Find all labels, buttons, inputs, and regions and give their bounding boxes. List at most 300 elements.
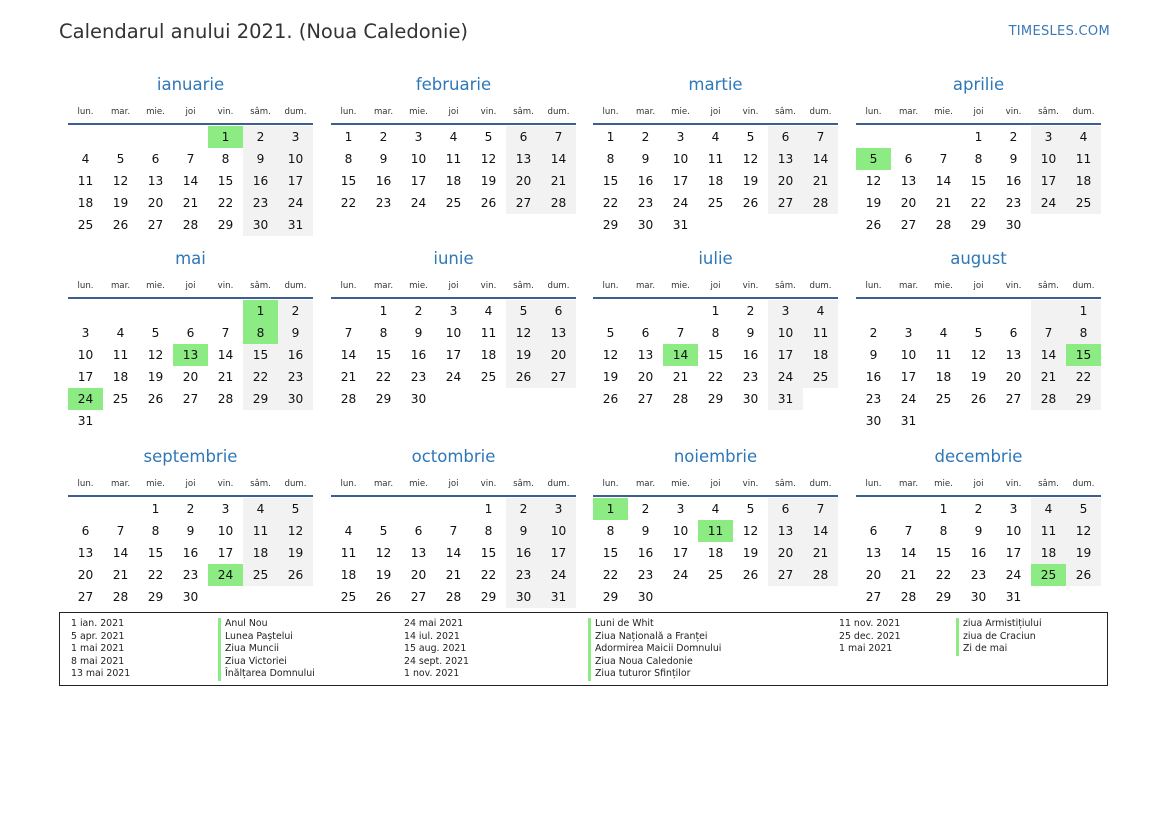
day-cell: 5 [606, 326, 615, 340]
day-cell: 20 [182, 370, 199, 384]
weekday-label: dum. [809, 479, 832, 489]
day-cell: 16 [182, 546, 199, 560]
day-cell: 8 [221, 152, 230, 166]
day-cell: 23 [742, 370, 759, 384]
weekday-label: mie. [409, 281, 428, 291]
day-cell: 11 [1040, 524, 1057, 538]
day-cell: 26 [515, 370, 532, 384]
day-cell: 18 [340, 568, 357, 582]
holiday-day: 11 [698, 520, 733, 542]
holiday-day: 5 [856, 148, 891, 170]
day-cell: 27 [147, 218, 164, 232]
day-cell: 20 [77, 568, 94, 582]
day-cell: 16 [287, 348, 304, 362]
weekday-label: dum. [284, 107, 307, 117]
day-cell: 22 [480, 568, 497, 582]
day-cell: 2 [869, 326, 878, 340]
weekday-header [593, 281, 838, 295]
day-cell: 6 [81, 524, 90, 538]
weekday-label: joi [185, 479, 196, 489]
page-title: Calendarul anului 2021. (Noua Caledonie) [59, 20, 469, 43]
day-cell: 5 [151, 326, 160, 340]
day-cell: 11 [252, 524, 269, 538]
day-cell: 26 [742, 568, 759, 582]
day-cell: 3 [904, 326, 913, 340]
day-cell: 17 [410, 174, 427, 188]
weekday-header [68, 479, 313, 493]
day-cell: 23 [1005, 196, 1022, 210]
day-cell: 19 [1075, 546, 1092, 560]
day-cell: 25 [480, 370, 497, 384]
day-cell: 19 [147, 370, 164, 384]
day-cell: 21 [672, 370, 689, 384]
day-cell: 2 [1009, 130, 1018, 144]
day-cell: 19 [287, 546, 304, 560]
day-cell: 22 [602, 196, 619, 210]
weekday-label: mar. [635, 107, 656, 117]
day-cell: 3 [781, 304, 790, 318]
legend-date: 24 mai 2021 [404, 618, 464, 629]
day-cell: 29 [147, 590, 164, 604]
day-cell: 17 [900, 370, 917, 384]
legend-holiday-name: Zi de mai [956, 643, 1042, 656]
day-cell: 4 [939, 326, 948, 340]
day-cell: 27 [637, 392, 654, 406]
month-name: iunie [433, 249, 474, 268]
day-cell: 27 [182, 392, 199, 406]
day-cell: 9 [641, 152, 650, 166]
weekday-label: lun. [865, 281, 882, 291]
weekday-label: vin. [217, 479, 234, 489]
day-cell: 14 [550, 152, 567, 166]
day-cell: 9 [519, 524, 528, 538]
day-cell: 1 [974, 130, 983, 144]
weekday-label: vin. [1005, 107, 1022, 117]
weekday-label: mie. [146, 281, 165, 291]
day-cell: 14 [182, 174, 199, 188]
day-cell: 23 [637, 196, 654, 210]
holiday-day: 13 [173, 344, 208, 366]
legend-date: 25 dec. 2021 [839, 630, 901, 642]
weekday-label: lun. [77, 281, 94, 291]
legend-holiday-name: Anul Nou [218, 618, 315, 631]
day-cell: 14 [812, 152, 829, 166]
day-cell: 22 [1075, 370, 1092, 384]
day-cell: 7 [186, 152, 195, 166]
weekday-label: mie. [671, 281, 690, 291]
day-cell: 13 [865, 546, 882, 560]
day-cell: 11 [812, 326, 829, 340]
day-cell: 5 [1079, 502, 1088, 516]
weekday-label: joi [973, 479, 984, 489]
weekday-label: dum. [547, 479, 570, 489]
day-cell: 26 [970, 392, 987, 406]
weekday-label: lun. [77, 107, 94, 117]
day-cell: 16 [1005, 174, 1022, 188]
day-cell: 30 [287, 392, 304, 406]
day-cell: 21 [182, 196, 199, 210]
day-cell: 10 [672, 152, 689, 166]
day-cell: 9 [291, 326, 300, 340]
day-cell: 29 [935, 590, 952, 604]
weekday-label: vin. [217, 281, 234, 291]
day-cell: 5 [519, 304, 528, 318]
day-cell: 6 [186, 326, 195, 340]
weekday-header [856, 281, 1101, 295]
day-cell: 10 [550, 524, 567, 538]
day-cell: 11 [445, 152, 462, 166]
day-cell: 12 [480, 152, 497, 166]
day-cell: 30 [637, 218, 654, 232]
weekday-label: vin. [742, 479, 759, 489]
day-cell: 16 [410, 348, 427, 362]
day-cell: 16 [637, 174, 654, 188]
legend-date: 14 iul. 2021 [404, 630, 460, 642]
weekday-label: dum. [547, 107, 570, 117]
weekday-label: dum. [1072, 107, 1095, 117]
legend-dates-col [404, 618, 469, 681]
day-cell: 1 [1079, 304, 1088, 318]
day-cell: 21 [445, 568, 462, 582]
day-cell: 28 [182, 218, 199, 232]
day-cell: 6 [904, 152, 913, 166]
day-cell: 12 [865, 174, 882, 188]
day-cell: 24 [410, 196, 427, 210]
day-cell: 11 [112, 348, 129, 362]
day-cell: 24 [672, 196, 689, 210]
day-cell: 30 [865, 414, 882, 428]
site-link[interactable]: TIMESLES.COM [1008, 24, 1110, 39]
day-cell: 22 [602, 568, 619, 582]
legend-holiday-name: Ziua Victoriei [218, 656, 315, 669]
holiday-day: 24 [68, 388, 103, 410]
day-cell: 23 [252, 196, 269, 210]
day-cell: 12 [375, 546, 392, 560]
day-cell: 30 [515, 590, 532, 604]
day-cell: 8 [974, 152, 983, 166]
day-cell: 8 [606, 152, 615, 166]
day-cell: 4 [484, 304, 493, 318]
day-cell: 11 [707, 152, 724, 166]
day-cell: 26 [287, 568, 304, 582]
day-cell: 17 [1040, 174, 1057, 188]
legend-date: 1 ian. 2021 [71, 618, 125, 629]
day-cell: 18 [935, 370, 952, 384]
day-cell: 4 [256, 502, 265, 516]
day-cell: 20 [637, 370, 654, 384]
day-cell: 1 [151, 502, 160, 516]
day-cell: 27 [515, 196, 532, 210]
legend-date: 13 mai 2021 [71, 668, 131, 680]
holiday-day: 25 [1031, 564, 1066, 586]
header-rule [856, 123, 1101, 125]
day-cell: 12 [742, 524, 759, 538]
day-cell: 27 [865, 590, 882, 604]
day-cell: 7 [554, 130, 563, 144]
legend-holiday-name: Ziua tuturor Sfinților [588, 668, 721, 681]
day-cell: 1 [711, 304, 720, 318]
day-cell: 1 [606, 130, 615, 144]
day-cell: 19 [375, 568, 392, 582]
weekday-header [331, 107, 576, 121]
weekday-label: sâm. [250, 107, 271, 117]
day-cell: 3 [449, 304, 458, 318]
day-cell: 10 [1005, 524, 1022, 538]
day-cell: 25 [707, 196, 724, 210]
day-cell: 18 [812, 348, 829, 362]
day-cell: 15 [602, 174, 619, 188]
weekday-label: lun. [77, 479, 94, 489]
day-cell: 22 [707, 370, 724, 384]
day-cell: 12 [742, 152, 759, 166]
weekday-label: mar. [110, 479, 131, 489]
day-cell: 8 [939, 524, 948, 538]
day-cell: 29 [1075, 392, 1092, 406]
weekday-label: joi [185, 281, 196, 291]
day-cell: 11 [77, 174, 94, 188]
day-cell: 20 [410, 568, 427, 582]
day-cell: 14 [900, 546, 917, 560]
weekday-label: mar. [373, 479, 394, 489]
weekday-label: sâm. [513, 107, 534, 117]
weekday-label: vin. [1005, 281, 1022, 291]
weekday-label: joi [448, 281, 459, 291]
day-cell: 5 [291, 502, 300, 516]
day-cell: 25 [935, 392, 952, 406]
day-cell: 27 [410, 590, 427, 604]
day-cell: 2 [974, 502, 983, 516]
day-cell: 21 [812, 174, 829, 188]
day-cell: 4 [711, 502, 720, 516]
day-cell: 1 [344, 130, 353, 144]
holiday-legend [59, 612, 1108, 686]
legend-holiday-name: Lunea Paștelui [218, 631, 315, 644]
weekday-label: vin. [480, 281, 497, 291]
day-cell: 28 [812, 568, 829, 582]
day-cell: 6 [781, 130, 790, 144]
day-cell: 3 [291, 130, 300, 144]
weekday-label: vin. [217, 107, 234, 117]
day-cell: 16 [637, 546, 654, 560]
weekday-header [593, 107, 838, 121]
day-cell: 23 [182, 568, 199, 582]
day-cell: 6 [554, 304, 563, 318]
month-name: decembrie [934, 447, 1023, 466]
day-cell: 14 [1040, 348, 1057, 362]
day-cell: 11 [480, 326, 497, 340]
day-cell: 25 [1075, 196, 1092, 210]
day-cell: 18 [1075, 174, 1092, 188]
header-rule [593, 297, 838, 299]
day-cell: 29 [217, 218, 234, 232]
day-cell: 14 [340, 348, 357, 362]
day-cell: 13 [637, 348, 654, 362]
day-cell: 23 [410, 370, 427, 384]
day-cell: 3 [221, 502, 230, 516]
day-cell: 26 [602, 392, 619, 406]
day-cell: 10 [672, 524, 689, 538]
header-rule [68, 123, 313, 125]
legend-date: 24 sept. 2021 [404, 655, 470, 667]
weekday-label: mar. [373, 281, 394, 291]
day-cell: 16 [375, 174, 392, 188]
day-cell: 11 [340, 546, 357, 560]
day-cell: 7 [816, 130, 825, 144]
month-name: februarie [415, 75, 492, 94]
header-rule [593, 123, 838, 125]
day-cell: 17 [287, 174, 304, 188]
month-name: iulie [698, 249, 733, 268]
day-cell: 15 [375, 348, 392, 362]
day-cell: 28 [550, 196, 567, 210]
day-cell: 14 [112, 546, 129, 560]
weekday-label: vin. [480, 107, 497, 117]
day-cell: 28 [1040, 392, 1057, 406]
day-cell: 19 [865, 196, 882, 210]
weekday-label: dum. [809, 281, 832, 291]
day-cell: 7 [449, 524, 458, 538]
day-cell: 9 [641, 524, 650, 538]
day-cell: 14 [812, 524, 829, 538]
weekday-header [856, 107, 1101, 121]
day-cell: 2 [641, 130, 650, 144]
weekday-label: mar. [110, 107, 131, 117]
day-cell: 17 [77, 370, 94, 384]
day-cell: 14 [445, 546, 462, 560]
day-cell: 25 [707, 568, 724, 582]
day-cell: 11 [935, 348, 952, 362]
day-cell: 4 [116, 326, 125, 340]
day-cell: 26 [742, 196, 759, 210]
day-cell: 19 [480, 174, 497, 188]
day-cell: 2 [291, 304, 300, 318]
day-cell: 8 [344, 152, 353, 166]
day-cell: 2 [379, 130, 388, 144]
day-cell: 4 [449, 130, 458, 144]
day-cell: 18 [707, 546, 724, 560]
day-cell: 5 [379, 524, 388, 538]
weekday-label: lun. [340, 107, 357, 117]
weekday-label: lun. [602, 107, 619, 117]
day-cell: 13 [77, 546, 94, 560]
weekday-label: mie. [671, 479, 690, 489]
day-cell: 27 [77, 590, 94, 604]
day-cell: 26 [480, 196, 497, 210]
legend-date: 11 nov. 2021 [839, 618, 901, 629]
day-cell: 17 [550, 546, 567, 560]
day-cell: 20 [1005, 370, 1022, 384]
day-cell: 20 [515, 174, 532, 188]
month-name: august [950, 249, 1007, 268]
day-cell: 9 [379, 152, 388, 166]
day-cell: 10 [777, 326, 794, 340]
day-cell: 2 [746, 304, 755, 318]
month-name: martie [688, 75, 743, 94]
weekday-label: lun. [602, 281, 619, 291]
day-cell: 23 [287, 370, 304, 384]
day-cell: 22 [375, 370, 392, 384]
month-name: octombrie [411, 447, 496, 466]
day-cell: 2 [641, 502, 650, 516]
day-cell: 9 [974, 524, 983, 538]
weekday-label: mie. [409, 107, 428, 117]
day-cell: 29 [480, 590, 497, 604]
weekday-label: lun. [865, 107, 882, 117]
day-cell: 16 [252, 174, 269, 188]
day-cell: 28 [812, 196, 829, 210]
day-cell: 6 [781, 502, 790, 516]
day-cell: 13 [900, 174, 917, 188]
day-cell: 30 [252, 218, 269, 232]
legend-date: 1 mai 2021 [839, 643, 893, 655]
day-cell: 31 [77, 414, 94, 428]
day-cell: 18 [480, 348, 497, 362]
header-rule [331, 123, 576, 125]
day-cell: 24 [445, 370, 462, 384]
weekday-label: mar. [898, 281, 919, 291]
weekday-label: sâm. [1038, 479, 1059, 489]
day-cell: 6 [151, 152, 160, 166]
day-cell: 20 [550, 348, 567, 362]
header-rule [68, 297, 313, 299]
day-cell: 1 [379, 304, 388, 318]
day-cell: 21 [900, 568, 917, 582]
weekday-label: sâm. [1038, 281, 1059, 291]
day-cell: 30 [742, 392, 759, 406]
day-cell: 9 [414, 326, 423, 340]
day-cell: 6 [519, 130, 528, 144]
day-cell: 15 [935, 546, 952, 560]
day-cell: 27 [900, 218, 917, 232]
day-cell: 28 [112, 590, 129, 604]
day-cell: 4 [81, 152, 90, 166]
day-cell: 12 [287, 524, 304, 538]
day-cell: 17 [445, 348, 462, 362]
weekday-label: lun. [865, 479, 882, 489]
weekday-label: sâm. [775, 107, 796, 117]
day-cell: 19 [742, 174, 759, 188]
day-cell: 21 [340, 370, 357, 384]
holiday-day: 1 [208, 126, 243, 148]
day-cell: 5 [974, 326, 983, 340]
day-cell: 3 [1009, 502, 1018, 516]
day-cell: 1 [939, 502, 948, 516]
weekday-label: joi [710, 479, 721, 489]
day-cell: 23 [637, 568, 654, 582]
month-name: ianuarie [156, 75, 225, 94]
weekday-header [593, 479, 838, 493]
legend-dates-col [839, 618, 901, 656]
legend-holiday-name: Adormirea Maicii Domnului [588, 643, 721, 656]
day-cell: 8 [606, 524, 615, 538]
month-name: mai [175, 249, 206, 268]
day-cell: 13 [147, 174, 164, 188]
weekday-label: dum. [809, 107, 832, 117]
legend-holiday-name: ziua Armistițiului [956, 618, 1042, 631]
day-cell: 24 [1005, 568, 1022, 582]
day-cell: 2 [519, 502, 528, 516]
legend-date: 5 apr. 2021 [71, 630, 125, 642]
legend-names-col [218, 618, 315, 681]
day-cell: 24 [550, 568, 567, 582]
day-cell: 6 [1009, 326, 1018, 340]
day-cell: 3 [1044, 130, 1053, 144]
day-cell: 10 [1040, 152, 1057, 166]
day-cell: 26 [1075, 568, 1092, 582]
weekday-header [856, 479, 1101, 493]
day-cell: 30 [637, 590, 654, 604]
day-cell: 23 [375, 196, 392, 210]
